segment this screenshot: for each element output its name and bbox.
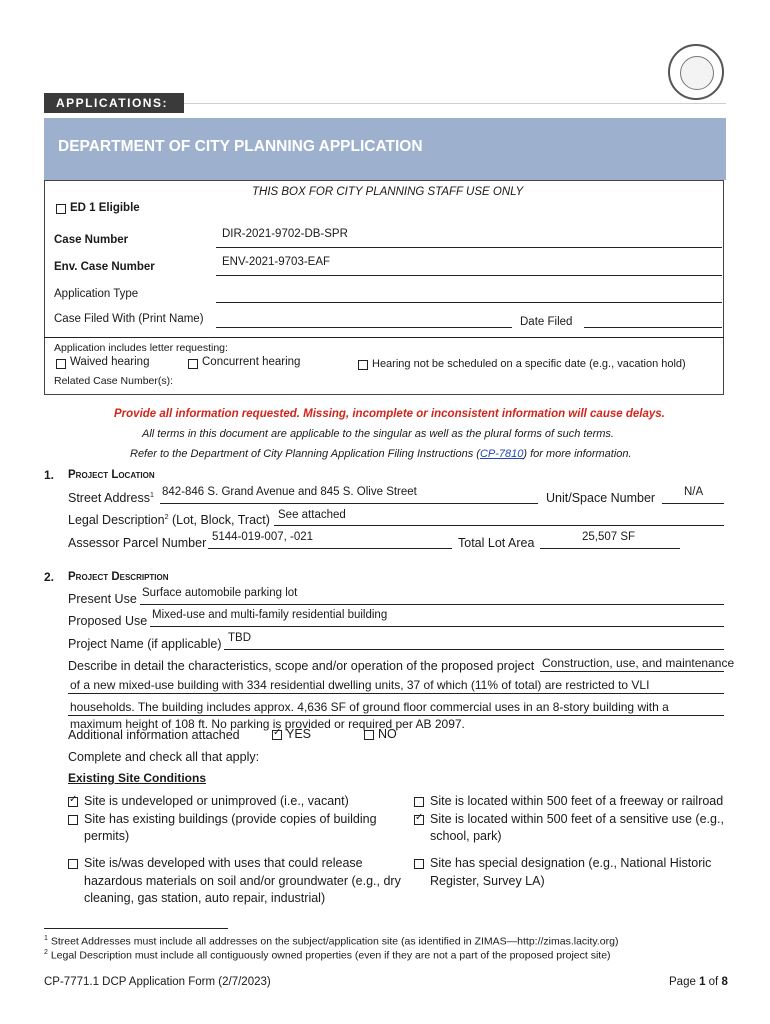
lot-area-label: Total Lot Area	[458, 536, 535, 550]
legal-desc-label	[68, 513, 270, 527]
warning-notice: Provide all information requested. Missing, incomplete or inconsistent information will cause delays.	[114, 408, 665, 420]
concurrent-hearing-checkbox[interactable]	[188, 359, 198, 369]
additional-no-checkbox[interactable]	[364, 730, 374, 740]
page-number: 1	[699, 976, 706, 988]
proposed-use-value[interactable]: Mixed-use and multi-family residential building	[152, 609, 388, 621]
street-address-line	[160, 503, 538, 504]
waived-hearing-label: Waived hearing	[70, 356, 150, 368]
section1-number: 1.	[44, 468, 55, 482]
street-address-label	[68, 491, 154, 505]
section2-title: Project Description	[68, 571, 169, 583]
date-filed-line[interactable]	[584, 327, 722, 328]
sensitive-use-label: Site is located within 500 feet of a sensitive use (e.g.,	[430, 812, 724, 826]
undeveloped-label: Site is undeveloped or unimproved (i.e., vacant)	[84, 794, 349, 808]
city-seal-icon	[668, 44, 724, 100]
footnote-1-mark: 1	[44, 935, 48, 942]
page-title: DEPARTMENT OF CITY PLANNING APPLICATION	[58, 138, 423, 155]
page-mid: of	[705, 976, 722, 988]
footnote-1	[44, 935, 618, 948]
not-scheduled-checkbox[interactable]	[358, 360, 368, 370]
footnote-2	[44, 949, 611, 962]
street-sup: 1	[150, 491, 154, 499]
case-number-label: Case Number	[54, 234, 129, 246]
app-type-label: Application Type	[54, 288, 139, 300]
existing-buildings-label-cont: permits)	[84, 829, 130, 843]
app-type-line[interactable]	[216, 302, 722, 303]
lot-area-value[interactable]: 25,507 SF	[582, 531, 636, 543]
waived-hearing-checkbox[interactable]	[56, 359, 66, 369]
legal-desc-value[interactable]: See attached	[278, 509, 346, 521]
seal-center-icon	[680, 56, 714, 90]
street-address-text: Street Address	[68, 491, 150, 505]
env-case-value[interactable]: ENV-2021-9703-EAF	[222, 256, 331, 268]
undeveloped-checkbox[interactable]	[68, 797, 78, 807]
concurrent-hearing-label: Concurrent hearing	[202, 356, 301, 368]
footnote-1-text: Street Addresses must include all addresses on the subject/application site (as identified in ZIMAS—http://zimas.lacity.org)	[50, 935, 619, 948]
existing-buildings-checkbox[interactable]	[68, 815, 78, 825]
case-filed-line[interactable]	[216, 327, 512, 328]
refer-notice	[130, 448, 632, 460]
present-use-value[interactable]: Surface automobile parking lot	[142, 587, 298, 599]
header-rule	[184, 103, 726, 104]
describe-value-line1[interactable]: Construction, use, and maintenance	[542, 656, 735, 670]
special-designation-checkbox[interactable]	[414, 859, 424, 869]
hazardous-label: Site is/was developed with uses that could release	[84, 856, 363, 870]
cp7810-link[interactable]: CP-7810	[479, 448, 524, 460]
apn-label: Assessor Parcel Number	[68, 536, 207, 550]
env-case-label: Env. Case Number	[54, 261, 155, 273]
section2-number: 2.	[44, 570, 55, 584]
freeway-checkbox[interactable]	[414, 797, 424, 807]
legal-desc-line	[274, 525, 724, 526]
present-use-line	[140, 604, 724, 605]
additional-no-label: NO	[378, 727, 397, 741]
footnote-2-mark: 2	[44, 949, 48, 956]
legal-desc-suffix: (Lot, Block, Tract)	[168, 513, 270, 527]
existing-buildings-label: Site has existing buildings (provide copies of building	[84, 812, 377, 826]
ed1-label: ED 1 Eligible	[70, 202, 140, 214]
hazardous-checkbox[interactable]	[68, 859, 78, 869]
page-indicator	[669, 976, 728, 988]
refer-text-post: ) for more information.	[523, 448, 632, 460]
related-case-label: Related Case Number(s):	[54, 375, 174, 387]
freeway-label: Site is located within 500 feet of a freeway or railroad	[430, 794, 724, 808]
project-name-line	[224, 649, 724, 650]
page-pre: Page	[669, 976, 700, 988]
existing-conditions-title: Existing Site Conditions	[68, 771, 207, 785]
hazardous-label-cont2: cleaning, gas station, auto repair, industrial)	[84, 891, 326, 905]
describe-value-line2[interactable]: of a new mixed-use building with 334 residential dwelling units, 37 of which (11% of total) are restricted to VLI	[70, 678, 650, 692]
footnote-rule	[44, 928, 228, 929]
describe-value-line4[interactable]: maximum height of 108 ft. No parking is provided or required per AB 2097.	[70, 717, 465, 731]
describe-label: Describe in detail the characteristics, scope and/or operation of the proposed project	[68, 659, 535, 673]
sensitive-use-label-cont: school, park)	[430, 829, 502, 843]
describe-line3	[68, 715, 724, 716]
staff-box-divider	[44, 337, 724, 338]
additional-yes-checkbox[interactable]	[272, 730, 282, 740]
hazardous-label-cont1: hazardous materials on soil and/or groundwater (e.g., dry	[84, 874, 401, 888]
date-filed-label: Date Filed	[520, 316, 573, 328]
case-filed-label: Case Filed With (Print Name)	[54, 313, 204, 325]
additional-yes-label: YES	[286, 727, 312, 741]
apn-line	[208, 548, 452, 549]
sensitive-use-checkbox[interactable]	[414, 815, 424, 825]
unit-value[interactable]: N/A	[684, 486, 704, 498]
footnote-2-text: Legal Description must include all contiguously owned properties (even if they are not a part of the proposed project site)	[50, 949, 611, 962]
lot-area-line	[540, 548, 680, 549]
legal-desc-text: Legal Description	[68, 513, 165, 527]
case-number-line	[216, 247, 722, 248]
section1-title: Project Location	[68, 469, 155, 481]
special-designation-label: Site has special designation (e.g., National Historic	[430, 856, 712, 870]
staff-box-heading: THIS BOX FOR CITY PLANNING STAFF USE ONLY	[252, 186, 524, 198]
form-id: CP-7771.1 DCP Application Form (2/7/2023)	[44, 976, 271, 988]
page-total: 8	[721, 976, 728, 988]
describe-line2	[68, 693, 724, 694]
proposed-use-label: Proposed Use	[68, 614, 148, 628]
legal-sup: 2	[164, 513, 169, 521]
complete-label: Complete and check all that apply:	[68, 750, 260, 764]
describe-line1	[540, 671, 724, 672]
apn-value[interactable]: 5144-019-007, -021	[212, 531, 314, 543]
special-designation-label-cont: Register, Survey LA)	[430, 874, 545, 888]
present-use-label: Present Use	[68, 592, 137, 606]
describe-value-line3[interactable]: households. The building includes approx. 4,636 SF of ground floor commercial uses in an 8-story building with a	[70, 700, 669, 714]
additional-info-label: Additional information attached	[68, 728, 240, 742]
letter-request-label: Application includes letter requesting:	[54, 342, 228, 354]
unit-line	[662, 503, 724, 504]
case-number-value[interactable]: DIR-2021-9702-DB-SPR	[222, 228, 348, 240]
refer-text-pre: Refer to the Department of City Planning Application Filing Instructions (	[130, 448, 480, 460]
terms-notice: All terms in this document are applicable to the singular as well as the plural forms of such terms.	[142, 428, 614, 440]
street-address-value[interactable]: 842-846 S. Grand Avenue and 845 S. Olive Street	[162, 486, 417, 498]
applications-tab: APPLICATIONS:	[44, 93, 184, 113]
env-case-line	[216, 275, 722, 276]
project-name-value[interactable]: TBD	[228, 632, 251, 644]
unit-label: Unit/Space Number	[546, 491, 656, 505]
project-name-label: Project Name (if applicable)	[68, 637, 222, 651]
proposed-use-line	[150, 626, 724, 627]
ed1-checkbox[interactable]	[56, 204, 66, 214]
not-scheduled-label: Hearing not be scheduled on a specific date (e.g., vacation hold)	[372, 358, 686, 370]
